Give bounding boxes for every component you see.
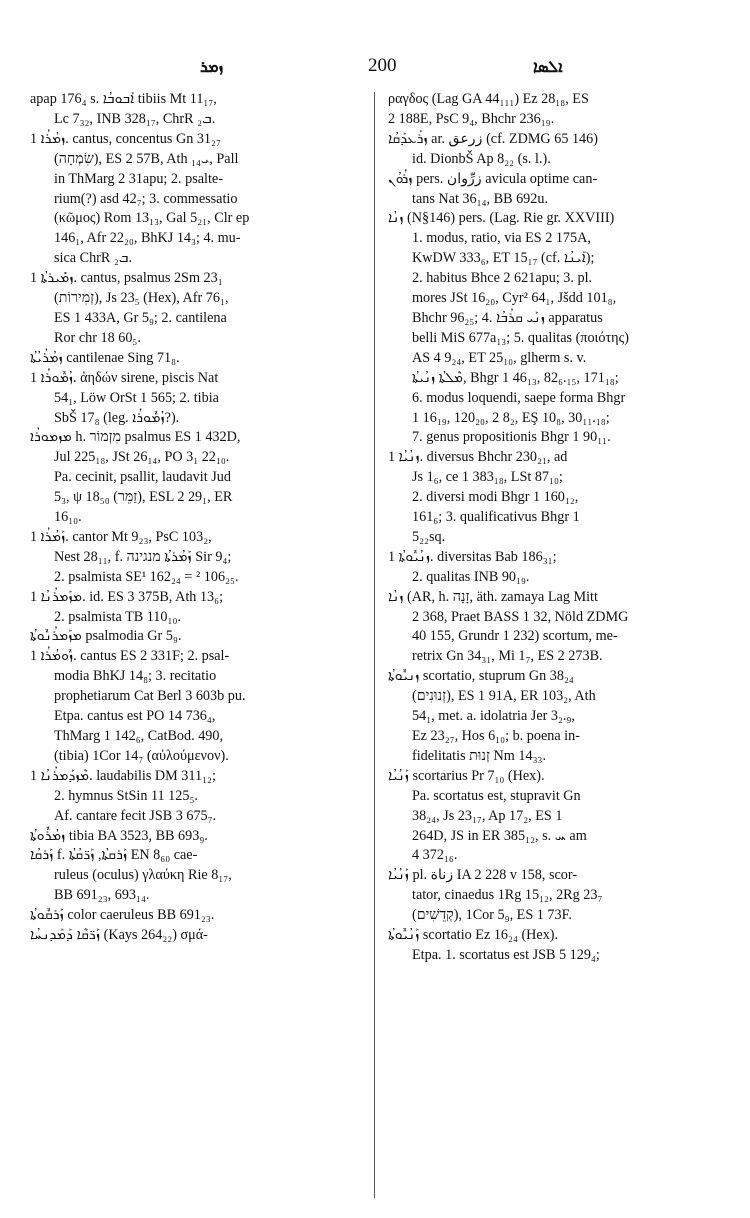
entry-line: ES 1 433A, Gr 5₉; 2. cantilena: [54, 309, 227, 326]
entry-line: 54₁, met. a. idolatria Jer 3₂.₉,: [412, 708, 575, 725]
entry-head-line: ܙܡܳܪܽܘܬܳܐ tibia BA 3523, BB 693₉.: [30, 827, 208, 844]
entry-line: mores JSt 16₂₀, Cyr² 64₁, Jšdd 101₈,: [412, 290, 617, 307]
right-column: [388, 90, 722, 1210]
entry-head-line: ܙܢܝܽܘܬܳܐ scortatio, stuprum Gn 38₂₄: [388, 668, 574, 685]
entry-line: (κῶμος) Rom 13₁₃, Gal 5₂₁, Clr ep: [54, 210, 250, 227]
entry-line: 2. hymnus StSin 11 125₅.: [54, 787, 198, 804]
entry-head-line: ܙܢܳܝܳܐ 1. diversus Bhchr 230₂₁, ad: [388, 449, 568, 466]
entry-head-line: ܙܪܳܘܳܢ pers. زرِّوان avicula optime can-: [388, 170, 598, 187]
entry-head-line: ܡܙܰܡܪܳܢܽܘܬܳܐ psalmodia Gr 5₉.: [30, 628, 182, 645]
entry-line: in ThMarg 2 31apu; 2. psalte-: [54, 170, 223, 187]
entry-head-line: ܙܰܪܩܽܘܬܳܐ color caeruleus BB 691₂₃.: [30, 907, 215, 924]
entry-head-line: ܡܶܙܕܰܡܪܳܢܳܐ 1. laudabilis DM 311₁₂;: [30, 767, 216, 784]
entry-line: SbŠ 17₈ (leg. ܙܳܡܽܘܪܳܐ?).: [54, 409, 180, 426]
entry-line: Nest 28₁₁, f. ܙܰܡܳܪܬܳܐ מנגינה Sir 9₄;: [54, 548, 232, 565]
entry-head-line: 2 188E, PsC 9₄, Bhchr 236₁₉.: [388, 110, 555, 127]
entry-line: 4 372₁₆.: [412, 847, 458, 864]
entry-line: Bhchr 96₂₅; 4. ܙܢܰܝ ܩܪܳܒܳܐ apparatus: [412, 309, 603, 326]
entry-head-line: ܙܡܺܝܪܬܳܐ 1. cantus, psalmus 2Sm 23₁: [30, 270, 223, 287]
entry-line: Ror chr 18 60₅.: [54, 329, 141, 346]
entry-line: Pa. cecinit, psallit, laudavit Jud: [54, 469, 231, 486]
entry-head-line: ܙܡܳܪܳܐ 1. cantus, concentus Gn 31₂₇: [30, 130, 221, 147]
entry-line: 146₁, Afr 22₂₀, BhKJ 14₃; 4. mu-: [54, 230, 241, 247]
entry-head-line: ραγδος (Lag GA 44₁₁₁) Ez 28₁₈, ES: [388, 91, 589, 107]
entry-line: Etpa. 1. scortatus est JSB 5 129₄;: [412, 946, 600, 963]
entry-line: 2. psalmista SE¹ 162₂₄ = ² 106₂₅.: [54, 568, 239, 585]
entry-head-line: ܙܢܳܐ (N§146) pers. (Lag. Rie gr. XXVIII): [388, 210, 615, 227]
entry-line: 2. psalmista TB 110₁₀.: [54, 608, 181, 625]
entry-line: fidelitatis זְנוּת Nm 14₃₃.: [412, 747, 547, 764]
left-column: [30, 90, 360, 1210]
entry-head-line: ܙܰܪܩܳܐ f. ܙܰܪܩܬܳܐ, ܙܰܪ̈ܩܳܬܳܐ EN 8₆₀ cae-: [30, 847, 198, 864]
entry-head-line: ܡܙܡܘܪܳܐ h. מִזְמוֹר psalmus ES 1 432D,: [30, 429, 241, 446]
entry-line: 6. modus loquendi, saepe forma Bhgr: [412, 389, 626, 406]
entry-line: 7. genus propositionis Bhgr 1 90₁₁.: [412, 429, 611, 446]
entry-line: 264D, JS in ER 385₁₂, s. ܚ am: [412, 827, 587, 844]
entry-line: (שִׂמְחָה), ES 2 57B, Ath ܝ₁₄, Pall: [54, 150, 239, 167]
entry-line: retrix Gn 34₃₁, Mi 1₇, ES 2 273B.: [412, 648, 603, 665]
entry-line: KwDW 333₆, ET 15₁₇ (cf. ܐܰܝܢܳܐ);: [412, 250, 595, 267]
page-number: 200: [368, 55, 397, 76]
entry-head-line: ܙܪܰܥܕܰܩܳܐ ar. زرعق (cf. ZDMG 65 146): [388, 130, 598, 147]
column-divider: [374, 92, 375, 1198]
header-right-word: ܐܠܣܐ: [533, 57, 563, 76]
entry-line: Js 1₆, ce 1 383₁₈, LSt 87₁₀;: [412, 469, 563, 486]
entry-line: Etpa. cantus est PO 14 736₄,: [54, 708, 216, 725]
entry-head-line: apap 176₄ s. ܐܰܒܘܒܳܐ tibiis Mt 11₁₇,: [30, 91, 217, 107]
entry-line: 5₂₂sq.: [412, 528, 446, 545]
entry-head-line: ܙܢܳܝܽܘܬܳܐ 1. diversitas Bab 186₃₁;: [388, 548, 557, 565]
entry-head-line: ܡܙܰܡܪܳܢܳܐ 1. id. ES 3 375B, Ath 13₆;: [30, 588, 224, 605]
entry-line: BB 691₂₃, 693₁₄.: [54, 887, 150, 904]
entry-line: (tibia) 1Cor 14₇ (αὐλούμενον).: [54, 747, 229, 764]
entry-line: 1. modus, ratio, via ES 2 175A,: [412, 230, 591, 247]
entry-line: (זְמִירוֹת), Js 23₅ (Hex), Afr 76₁,: [54, 290, 229, 307]
entry-line: tator, cinaedus 1Rg 15₁₂, 2Rg 23₇: [412, 887, 603, 904]
header-left-word: ܙܡܪ: [200, 57, 224, 76]
entry-line: Ez 23₂₇, Hos 6₁₀; b. poena in-: [412, 728, 580, 744]
entry-line: 40 155, Grundr 1 232) scortum, me-: [412, 628, 618, 645]
entry-head-line: ܙܳܡܽܘܪܳܐ 1. ἀηδών sirene, piscis Nat: [30, 369, 219, 386]
entry-head-line: ܙܽܘܡܳܪܳܐ 1. cantus ES 2 331F; 2. psal-: [30, 648, 230, 665]
entry-line: AS 4 9₂₄, ET 25₁₀, glherm s. v.: [412, 349, 587, 366]
entry-head-line: ܙܰܪ̈ܩܶܐ ܕܰܡܰܕܢܚܳܐ (Kays 264₂₂) σμά-: [30, 927, 208, 944]
text-columns: [30, 90, 722, 1210]
entry-line: ruleus (oculus) γλαύκη Rie 8₁₇,: [54, 867, 232, 884]
entry-line: Af. cantare fecit JSB 3 675₇.: [54, 807, 217, 824]
entry-line: 2. habitus Bhce 2 621apu; 3. pl.: [412, 270, 593, 287]
entry-line: modia BhKJ 14₈; 3. recitatio: [54, 668, 217, 685]
entry-line: (זְנוּנִים), ES 1 91A, ER 103₂, Ath: [412, 688, 596, 705]
entry-line: tans Nat 36₁₄, BB 692u.: [412, 190, 549, 207]
entry-line: 161₆; 3. qualificativus Bhgr 1: [412, 509, 580, 526]
entry-head-line: ܙܢܳܐ (AR, h. זָנָה, äth. zamaya Lag Mitt: [388, 588, 598, 605]
page-header: [28, 55, 722, 85]
entry-line: Lc 7₃₂, INB 328₁₇, ChrR ܒ₂.: [54, 110, 216, 127]
entry-line: (קְדֵשִׁים), 1Cor 5₉, ES 1 73F.: [412, 907, 572, 924]
entry-line: 1 16₁₉, 120₂₀, 2 8₂, EŞ 10₈, 30₁₁.₁₈;: [412, 409, 610, 426]
entry-line: 16₁₀.: [54, 509, 82, 526]
entry-line: 5₃, ψ 18₅₀ (זַמֵּר), ESL 2 29₁, ER: [54, 489, 233, 506]
entry-line: prophetiarum Cat Berl 3 603b pu.: [54, 688, 246, 705]
entry-line: 2 368, Praet BASS 1 32, Nöld ZDMG: [412, 608, 629, 625]
entry-line: 2. qualitas INB 90₁₉.: [412, 568, 530, 585]
entry-line: Jul 225₁₈, JSt 26₁₄, PO 3₁ 22₁₀.: [54, 449, 230, 466]
entry-head-line: ܙܰܢܳܝܽܘܬܳܐ scortatio Ez 16₂₄ (Hex).: [388, 927, 559, 944]
entry-head-line: ܙܡܳܪܳܝܳܬܳܐ cantilenae Sing 71₈.: [30, 349, 180, 366]
entry-line: belli MiS 677a₁₃; 5. qualitas (ποιότης): [412, 329, 629, 346]
entry-head-line: ܙܰܢܳܝܳܐ pl. زناة IA 2 228 v 158, scor-: [388, 867, 578, 884]
entry-head-line: ܙܰܢܳܝܳܐ scortarius Pr 7₁₀ (Hex).: [388, 767, 545, 784]
entry-line: id. DionbŠ Ap 8₂₂ (s. l.).: [412, 150, 551, 167]
entry-line: rium(?) asd 42₇; 3. commessatio: [54, 190, 238, 207]
entry-line: 54₁, Löw OrSt 1 565; 2. tibia: [54, 389, 219, 406]
entry-line: ThMarg 1 142₆, CatBod. 490,: [54, 728, 224, 744]
entry-line: sica ChrR ܒ₂.: [54, 250, 133, 267]
entry-line: ܡܶܠܬܳܐ ܙܢܳܝܬܳܐ, Bhgr 1 46₁₃, 82₆.₁₅, 171₁₈;: [412, 369, 619, 386]
entry-line: 2. diversi modi Bhgr 1 160₁₂,: [412, 489, 579, 506]
entry-line: 38₂₄, Js 23₁₇, Ap 17₂, ES 1: [412, 807, 563, 824]
entry-line: Pa. scortatus est, stupravit Gn: [412, 787, 581, 804]
entry-head-line: ܙܰܡܳܪܳܐ 1. cantor Mt 9₂₃, PsC 103₂,: [30, 528, 212, 545]
